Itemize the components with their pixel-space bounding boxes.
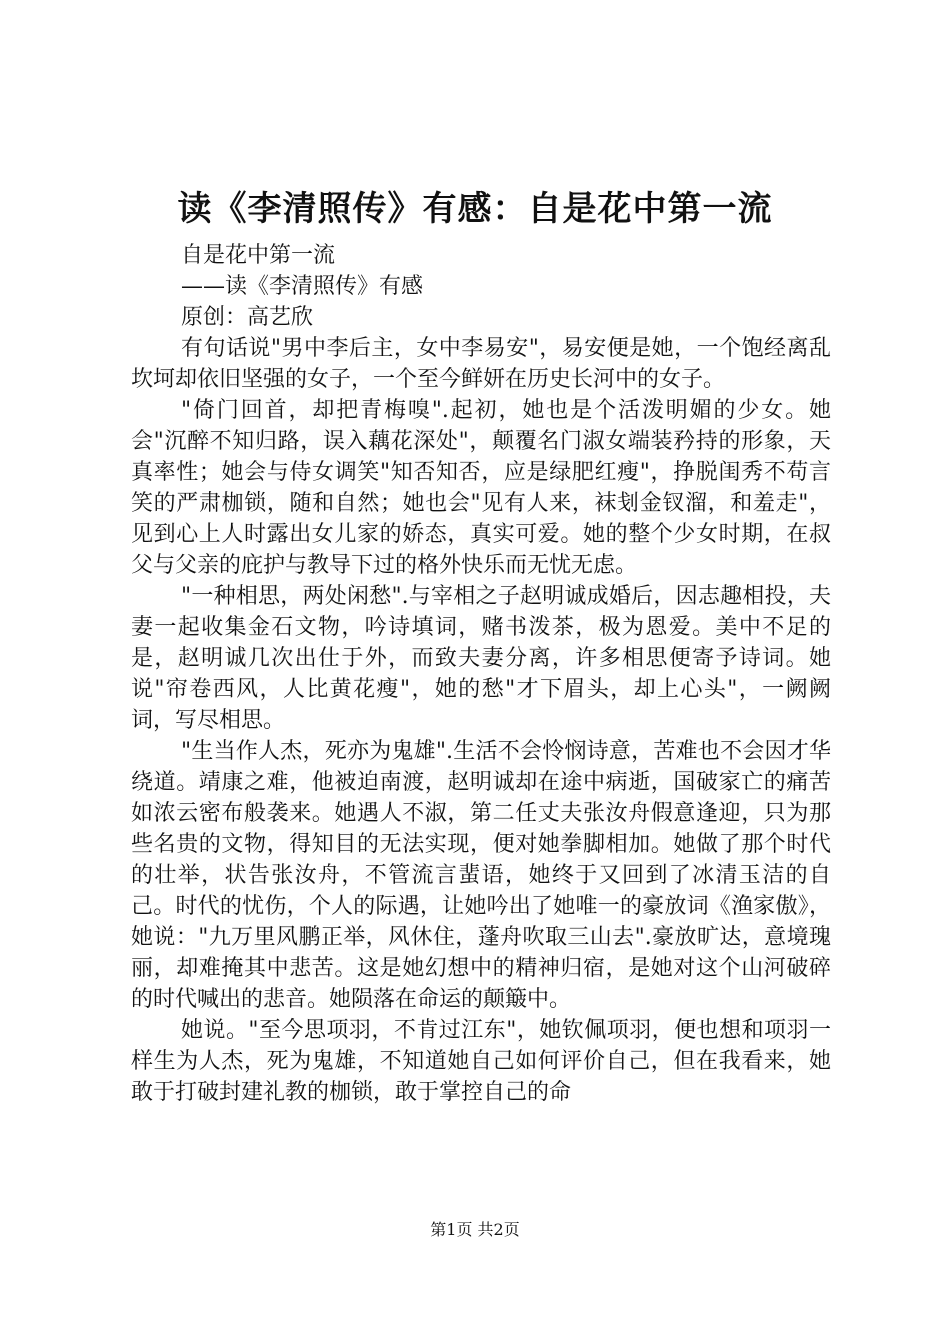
paragraph: 她说。"至今思项羽，不肯过江东"，她钦佩项羽，便也想和项羽一样生为人杰，死为鬼雄，不知道她自己如何评价自己，但在我看来，她敢于打破封建礼教的枷锁，敢于掌控自己的命 [131,1018,831,1105]
paragraph: "倚门回首，却把青梅嗅".起初，她也是个活泼明媚的少女。她会"沉醉不知归路，误入藕花深处"，颠覆名门淑女端装矜持的形象，天真率性；她会与侍女调笑"知否知否，应是绿肥红瘦"，挣脱闺秀不苟言笑的严肃枷锁，随和自然；她也会"见有人来，袜刬金钗溜，和羞走"，见到心上人时露出女儿家的娇态，真实可爱。她的整个少女时期，在叔父与父亲的庇护与教导下过的格外快乐而无忧无虑。 [131,398,831,578]
subtitle-line: ——读《李清照传》有感 [181,274,424,299]
paragraph: "生当作人杰，死亦为鬼雄".生活不会怜悯诗意，苦难也不会因才华绕道。靖康之难，他被迫南渡，赵明诚却在途中病逝，国破家亡的痛苦如浓云密布般袭来。她遇人不淑，第二任丈夫张汝舟假意逢迎，只为那些名贵的文物，得知目的无法实现，便对她拳脚相加。她做了那个时代的壮举，状告张汝舟，不管流言蜚语，她终于又回到了冰清玉洁的自己。时代的忧伤，个人的际遇，让她吟出了她唯一的豪放词《渔家傲》，她说："九万里风鹏正举，风休住，蓬舟吹取三山去".豪放旷达，意境瑰丽，却难掩其中悲苦。这是她幻想中的精神归宿，是她对这个山河破碎的时代喊出的悲音。她陨落在命运的颠簸中。 [131,739,831,1012]
paragraph: "一种相思，两处闲愁".与宰相之子赵明诚成婚后，因志趣相投，夫妻一起收集金石文物，吟诗填词，赌书泼茶，极为恩爱。美中不足的是，赵明诚几次出仕于外，而致夫妻分离，许多相思便寄予诗词。她说"帘卷西风，人比黄花瘦"，她的愁"才下眉头，却上心头"，一阙阙词，写尽相思。 [131,584,831,733]
paragraph: 有句话说"男中李后主，女中李易安"，易安便是她，一个饱经离乱坎坷却依旧坚强的女子，一个至今鲜妍在历史长河中的女子。 [131,336,831,392]
author-line: 原创：高艺欣 [181,305,314,330]
document-body [131,240,831,1108]
subtitle-line: 自是花中第一流 [181,243,336,268]
page-number-footer: 第1页 共2页 [430,1220,520,1239]
document-title: 读《李清照传》有感：自是花中第一流 [177,189,773,229]
